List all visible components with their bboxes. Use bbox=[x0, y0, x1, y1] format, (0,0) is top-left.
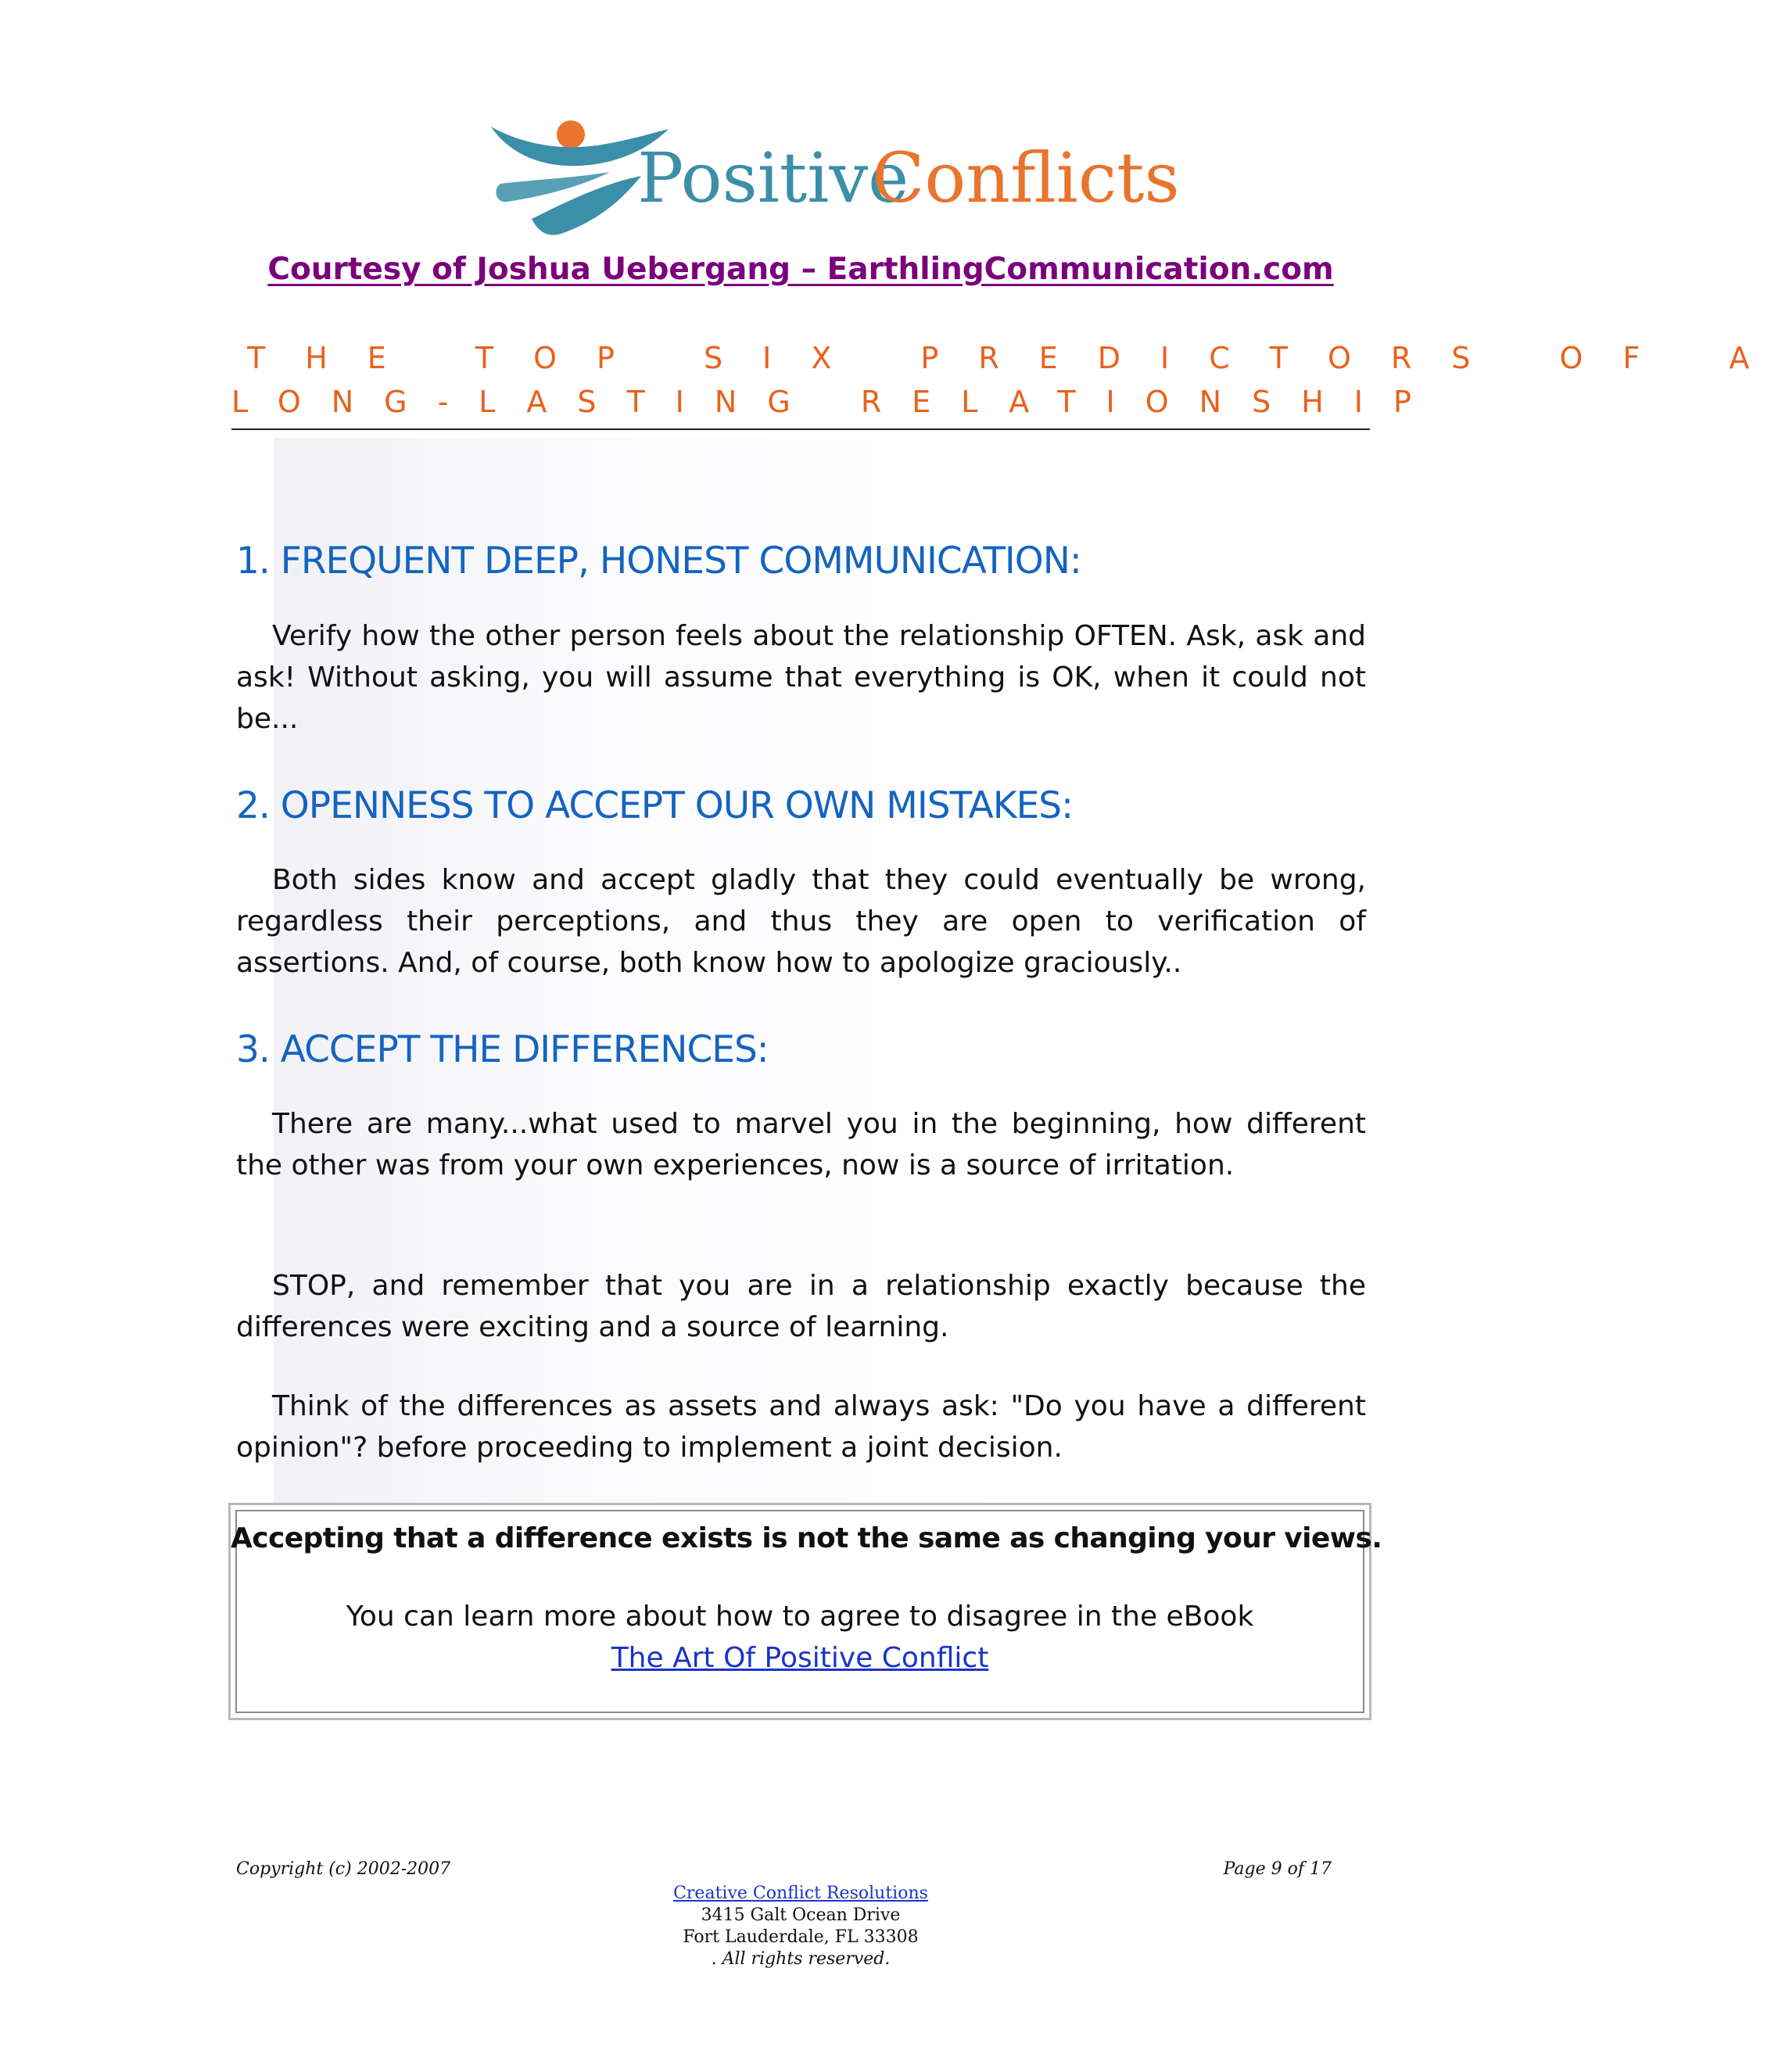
footer-address-block bbox=[0, 1883, 1601, 1970]
title-line-2: LONG-LASTING RELATIONSHIP bbox=[231, 385, 1442, 419]
section-heading-3: 3. ACCEPT THE DIFFERENCES: bbox=[236, 1028, 769, 1071]
logo-word-conflicts: Conflicts bbox=[872, 138, 1180, 218]
title-underline-rule bbox=[231, 428, 1370, 430]
positive-conflicts-logo bbox=[485, 109, 1180, 246]
callout-text: You can learn more about how to agree to disagree in the eBook bbox=[346, 1601, 1254, 1633]
company-link[interactable]: Creative Conflict Resolutions bbox=[673, 1884, 928, 1903]
title-line-1: THE TOP SIX PREDICTORS OF A bbox=[247, 341, 1789, 375]
footer-address-line-2: Fort Lauderdale, FL 33308 bbox=[683, 1927, 919, 1947]
ebook-link[interactable]: The Art Of Positive Conflict bbox=[611, 1642, 989, 1674]
callout-bold-text: Accepting that a difference exists is not the same as changing your views. bbox=[231, 1522, 1382, 1554]
callout-box bbox=[228, 1503, 1382, 1720]
section-heading-1: 1. FREQUENT DEEP, HONEST COMMUNICATION: bbox=[236, 540, 1081, 583]
section-3-paragraph-3: Think of the differences as assets and always ask: "Do you have a different opinion"? before proceeding to implement a joint decision. bbox=[236, 1390, 1366, 1464]
footer-rights: . All rights reserved. bbox=[711, 1949, 891, 1969]
courtesy-link[interactable]: Courtesy of Joshua Uebergang – EarthlingCommunication.com bbox=[267, 252, 1334, 287]
footer-copyright: Copyright (c) 2002-2007 bbox=[236, 1859, 451, 1879]
section-3-paragraph-2: STOP, and remember that you are in a relationship exactly because the differences were exciting and a source of learning. bbox=[236, 1270, 1366, 1343]
section-1-paragraph: Verify how the other person feels about the relationship OFTEN. Ask, ask and ask! Without asking, you will assume that everything is OK, when it could not be... bbox=[236, 620, 1366, 735]
footer-page-number: Page 9 of 17 bbox=[1223, 1859, 1332, 1879]
logo-word-positive: Positive bbox=[637, 138, 909, 218]
section-heading-2: 2. OPENNESS TO ACCEPT OUR OWN MISTAKES: bbox=[236, 784, 1073, 827]
section-2-paragraph: Both sides know and accept gladly that they could eventually be wrong, regardless their perceptions, and thus they are open to verification of assertions. And, of course, both know how to apologize graciously.. bbox=[236, 864, 1366, 979]
page-title bbox=[231, 336, 1789, 430]
figure-swoosh-icon bbox=[485, 109, 1180, 246]
footer-address-line-1: 3415 Galt Ocean Drive bbox=[701, 1905, 901, 1925]
section-3-paragraph-1: There are many...what used to marvel you in the beginning, how different the other was from your own experiences, now is a source of irritation. bbox=[236, 1108, 1366, 1181]
